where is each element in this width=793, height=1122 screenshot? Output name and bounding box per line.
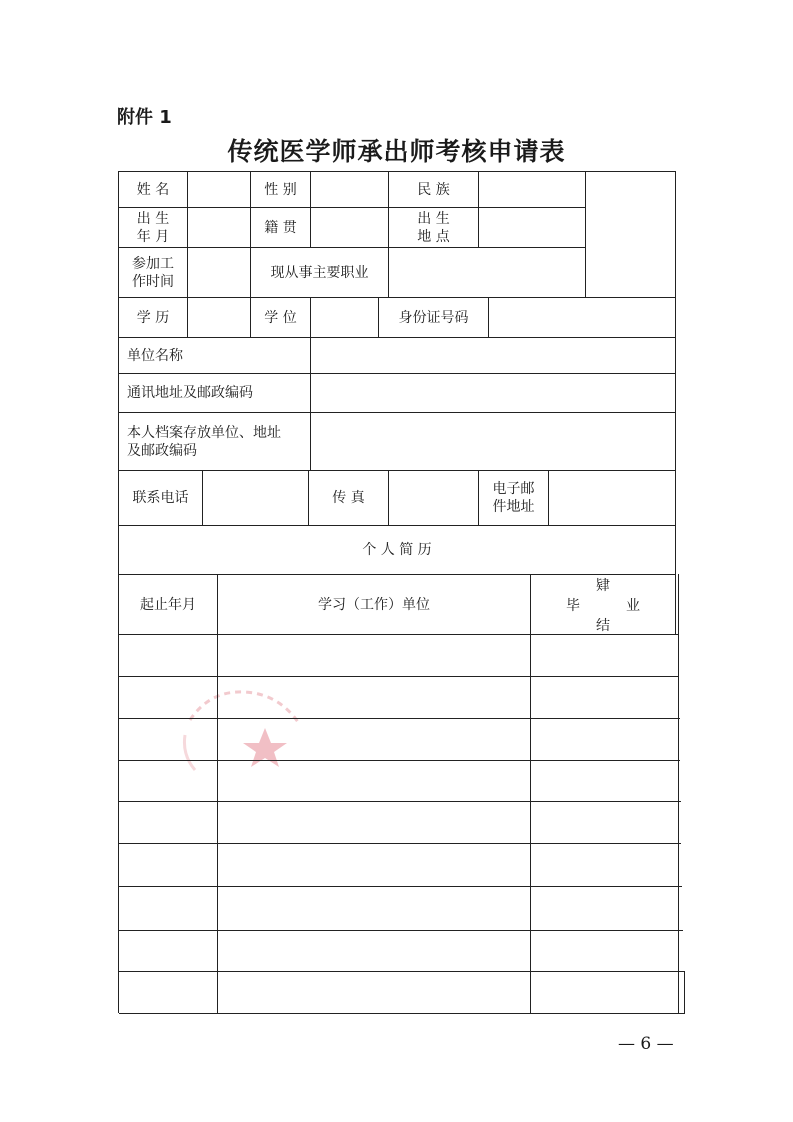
email-label-line2: 件地址	[492, 499, 535, 515]
name-field[interactable]	[188, 172, 250, 207]
resume-row-1-unit[interactable]	[218, 635, 530, 676]
employer-label: 单位名称	[127, 347, 183, 364]
resume-row-4-result[interactable]	[531, 761, 678, 801]
table-line	[675, 171, 676, 634]
resume-col-result	[531, 575, 678, 634]
ethnicity-field[interactable]	[479, 172, 585, 207]
email-label	[479, 471, 548, 525]
resume-row-4-period[interactable]	[119, 761, 217, 801]
resume-row-5-unit[interactable]	[218, 802, 530, 843]
address-field[interactable]	[311, 374, 675, 412]
resume-row-7-period[interactable]	[119, 887, 217, 930]
birth-place-label-line2: 地 点	[417, 228, 450, 245]
native-place-field[interactable]	[311, 208, 388, 247]
resume-row-8-period[interactable]	[119, 931, 217, 971]
birth-date-label	[119, 208, 187, 247]
resume-row-8-result[interactable]	[531, 931, 678, 971]
table-line	[678, 574, 679, 1013]
work-start-label	[119, 248, 187, 297]
table-line	[684, 971, 685, 1013]
employer-field[interactable]	[311, 338, 675, 373]
resume-col-result-char4: 结	[596, 618, 610, 634]
page-number: — 6 —	[618, 1034, 674, 1054]
email-field[interactable]	[549, 471, 675, 525]
name-label: 姓 名	[136, 181, 170, 198]
resume-col-period: 起止年月	[140, 596, 196, 613]
resume-row-7-unit[interactable]	[218, 887, 530, 930]
resume-row-1-period[interactable]	[119, 635, 217, 676]
resume-section-title: 个 人 简 历	[362, 542, 432, 558]
resume-row-2-period[interactable]	[119, 677, 217, 718]
birth-place-label	[389, 208, 478, 247]
education-field[interactable]	[188, 298, 250, 337]
id-number-label: 身份证号码	[398, 309, 469, 326]
phone-label: 联系电话	[132, 490, 189, 506]
work-start-field[interactable]	[188, 248, 250, 297]
resume-row-2-result[interactable]	[531, 677, 678, 718]
birth-date-field[interactable]	[188, 208, 250, 247]
email-label-line1: 电子邮	[492, 481, 535, 497]
resume-col-result-char2: 毕	[566, 598, 580, 614]
ethnicity-label: 民 族	[417, 181, 450, 198]
attachment-label: 附件 1	[117, 107, 172, 128]
occupation-label: 现从事主要职业	[270, 264, 369, 281]
resume-row-3-period[interactable]	[119, 719, 217, 760]
work-start-label-line2: 作时间	[132, 273, 174, 290]
native-place-label: 籍 贯	[264, 219, 297, 236]
resume-row-6-result[interactable]	[531, 844, 678, 886]
fax-field[interactable]	[389, 471, 478, 525]
birth-place-field[interactable]	[479, 208, 585, 247]
gender-field[interactable]	[311, 172, 388, 207]
form-title: 传统医学师承出师考核申请表	[227, 137, 566, 166]
degree-field[interactable]	[311, 298, 378, 337]
resume-row-7-result[interactable]	[531, 887, 678, 930]
resume-row-9-period[interactable]	[119, 972, 217, 1013]
resume-row-3-unit[interactable]	[218, 719, 530, 760]
resume-row-1-result[interactable]	[531, 635, 678, 676]
work-start-label-line1: 参加工	[132, 255, 174, 272]
resume-row-6-period[interactable]	[119, 844, 217, 886]
resume-row-2-unit[interactable]	[218, 677, 530, 718]
photo-area[interactable]	[586, 172, 675, 297]
education-label: 学 历	[136, 309, 170, 326]
resume-col-result-char3: 业	[626, 598, 640, 614]
id-number-field[interactable]	[489, 298, 675, 337]
birth-date-label-line2: 年 月	[136, 228, 170, 245]
resume-row-5-result[interactable]	[531, 802, 678, 843]
archive-label-line2: 及邮政编码	[127, 442, 197, 459]
resume-row-6-unit[interactable]	[218, 844, 530, 886]
resume-col-result-char1: 肄	[596, 578, 610, 594]
phone-field[interactable]	[203, 471, 308, 525]
archive-label	[127, 413, 310, 470]
fax-label: 传 真	[332, 490, 365, 506]
resume-row-5-period[interactable]	[119, 802, 217, 843]
gender-label: 性 别	[264, 181, 297, 198]
resume-col-unit: 学习（工作）单位	[318, 596, 430, 613]
occupation-field[interactable]	[389, 248, 585, 297]
birth-place-label-line1: 出 生	[417, 210, 450, 227]
resume-row-4-unit[interactable]	[218, 761, 530, 801]
degree-label: 学 位	[264, 309, 297, 326]
table-line	[119, 1013, 685, 1014]
birth-date-label-line1: 出 生	[136, 210, 170, 227]
resume-row-9-unit[interactable]	[218, 972, 530, 1013]
address-label: 通讯地址及邮政编码	[127, 385, 253, 401]
archive-field[interactable]	[311, 413, 675, 470]
resume-row-3-result[interactable]	[531, 719, 678, 760]
resume-row-9-result[interactable]	[531, 972, 681, 1013]
resume-row-8-unit[interactable]	[218, 931, 530, 971]
archive-label-line1: 本人档案存放单位、地址	[127, 424, 281, 441]
